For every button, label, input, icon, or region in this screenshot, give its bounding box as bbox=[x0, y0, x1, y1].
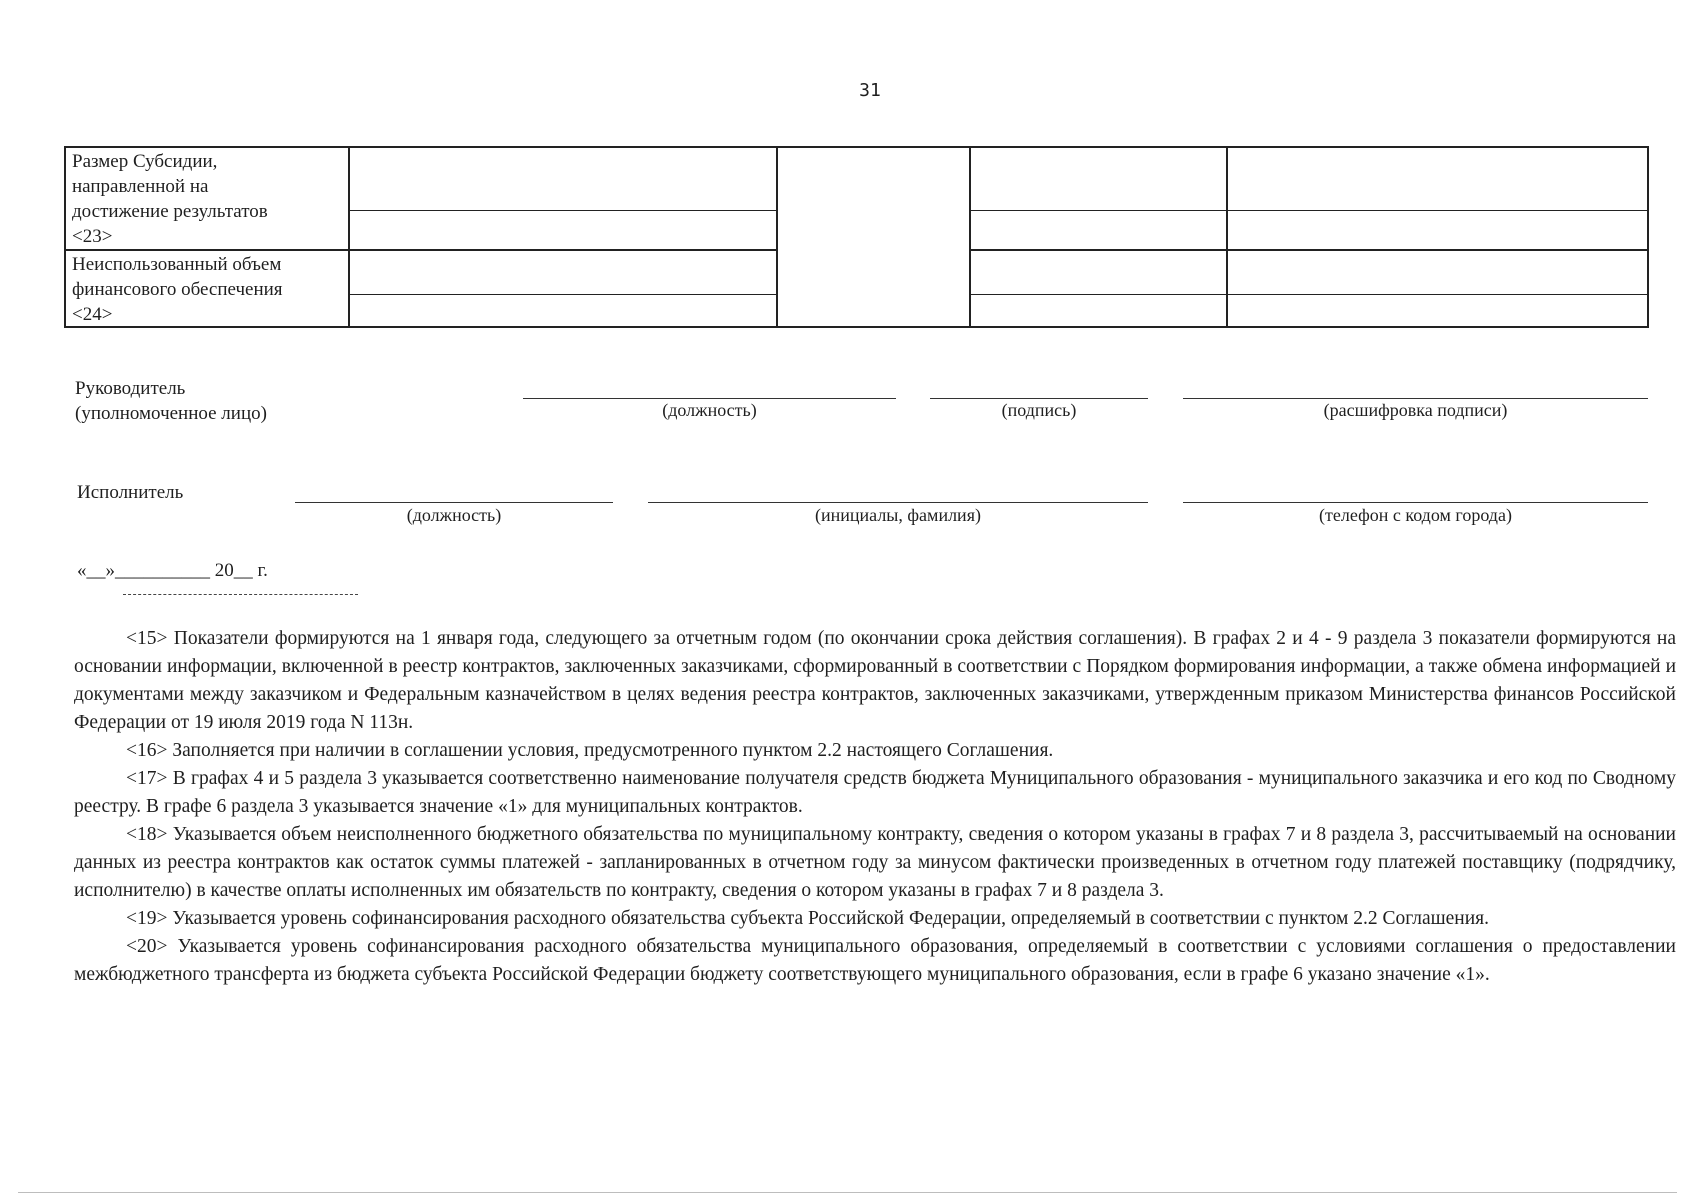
footnote-15: <15> Показатели формируются на 1 января года, следующего за отчетным годом (по окончании срока действия соглашения). В графах 2 и 4 - 9 раздела 3 показатели формируются на основании информации, включенной в реестр контрактов, заключенных заказчиками, сформированный в соответствии с Порядком формирования информации, а также обмена информацией и документами между заказчиком и Федеральным казначейством в целях ведения реестра контрактов, заключенных заказчиками, утвержденным приказом Министерства финансов Российской Федерации от 19 июля 2019 года N 113н. bbox=[74, 628, 1676, 733]
date-field: «__»__________ 20__ г. bbox=[77, 560, 268, 581]
head-signature-line bbox=[930, 398, 1148, 399]
executor-name-caption: (инициалы, фамилия) bbox=[815, 505, 981, 525]
footnote-18: <18> Указывается объем неисполненного бюджетного обязательства по муниципальному контракту, сведения о котором указаны в графах 7 и 8 раздела 3, рассчитываемый на основании данных из реестра контрактов как остаток суммы платежей - запланированных в отчетном году за минусом фактически произведенных в отчетном году платежей поставщику (подрядчику, исполнителю) в качестве оплаты исполненных им обязательств по контракту, сведения о котором указаны в графах 7 и 8 раздела 3. bbox=[74, 824, 1676, 901]
table-col-divider bbox=[348, 146, 350, 328]
table-subrow-divider bbox=[970, 210, 1648, 211]
table-col-divider bbox=[969, 146, 971, 328]
table-col-divider bbox=[776, 146, 778, 328]
executor-position-caption: (должность) bbox=[406, 505, 502, 525]
footnotes bbox=[74, 625, 1676, 989]
page-bottom-rule bbox=[18, 1192, 1677, 1193]
executor-name-line bbox=[648, 502, 1148, 503]
head-decoding-line bbox=[1183, 398, 1648, 399]
row-label-unused-volume: Неиспользованный объем финансового обеспечения <24> bbox=[72, 254, 283, 325]
table-col-divider bbox=[1226, 146, 1228, 328]
row-label-subsidy: Размер Субсидии, направленной на достижение результатов <23> bbox=[72, 151, 268, 247]
head-signature-caption: (подпись) bbox=[1001, 400, 1077, 420]
results-table bbox=[64, 146, 1649, 328]
table-row-divider bbox=[969, 249, 1649, 251]
head-position-caption: (должность) bbox=[662, 400, 757, 420]
footnote-19: <19> Указывается уровень софинансирования расходного обязательства субъекта Российской Федерации, определяемый в соответствии с пунктом 2.2 Соглашения. bbox=[126, 908, 1490, 929]
date-dashed-separator bbox=[123, 594, 358, 595]
footnote-20: <20> Указывается уровень софинансирования расходного обязательства муниципального образования, определяемый в соответствии с условиями соглашения о предоставлении межбюджетного трансферта из бюджета субъекта Российской Федерации бюджету соответствующего муниципального образования, если в графе 6 указано значение «1». bbox=[74, 936, 1676, 985]
table-subrow-divider bbox=[349, 210, 777, 211]
executor-phone-line bbox=[1183, 502, 1648, 503]
footnote-17: <17> В графах 4 и 5 раздела 3 указывается соответственно наименование получателя средств бюджета Муниципального образования - муниципального заказчика и его код по Сводному реестру. В графе 6 раздела 3 указывается значение «1» для муниципальных контрактов. bbox=[74, 768, 1676, 817]
table-border-bottom bbox=[64, 326, 1649, 328]
executor-label: Исполнитель bbox=[77, 482, 184, 503]
page-number: 31 bbox=[859, 80, 881, 101]
head-decoding-caption: (расшифровка подписи) bbox=[1323, 400, 1508, 420]
head-label: Руководитель (уполномоченное лицо) bbox=[75, 378, 267, 424]
table-border-top bbox=[64, 146, 1649, 148]
table-subrow-divider bbox=[970, 294, 1648, 295]
head-position-line bbox=[523, 398, 896, 399]
table-row-divider bbox=[64, 249, 777, 251]
executor-phone-caption: (телефон с кодом города) bbox=[1319, 505, 1512, 525]
table-subrow-divider bbox=[349, 294, 777, 295]
table-border-right bbox=[1647, 146, 1649, 328]
footnote-16: <16> Заполняется при наличии в соглашении условия, предусмотренного пунктом 2.2 настоящего Соглашения. bbox=[126, 740, 1054, 761]
table-border-left bbox=[64, 146, 66, 328]
executor-position-line bbox=[295, 502, 613, 503]
